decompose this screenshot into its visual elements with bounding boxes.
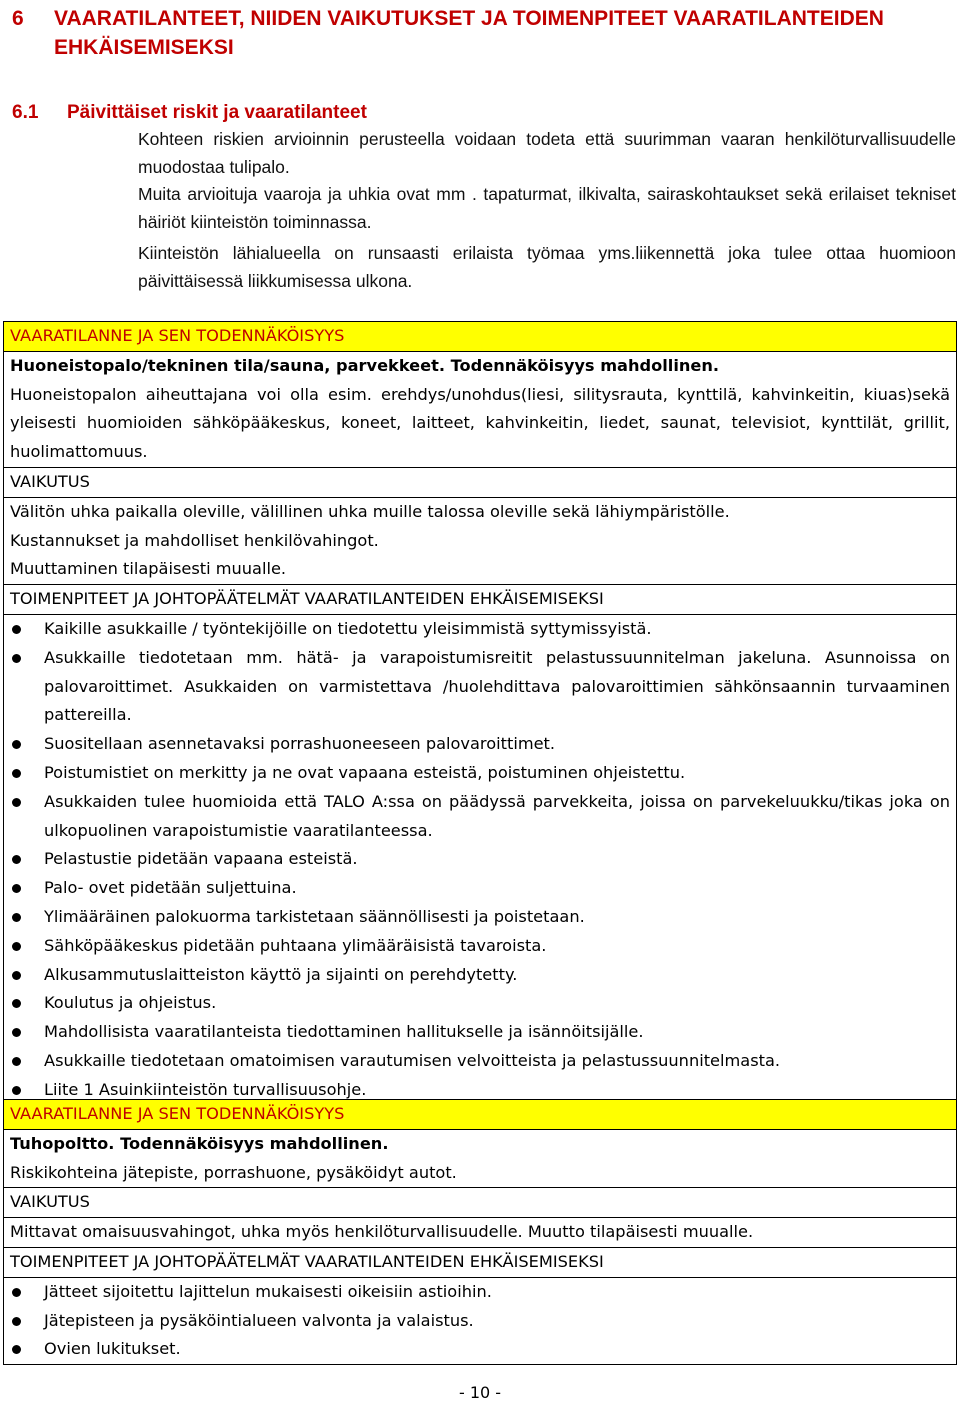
list-item: Asukkaille tiedotetaan mm. hätä- ja varapoistumisreitit pelastussuunnitelman jakeluna. Asunnoissa on palovaroittimet. Asukkaiden on varmistettava /huolehdittava palovaroittimien sähkönsaannin turvaaminen pattereilla. <box>10 644 950 730</box>
actions-header: TOIMENPITEET JA JOHTOPÄÄTELMÄT VAARATILANTEIDEN EHKÄISEMISEKSI <box>4 584 956 614</box>
list-item: Ovien lukitukset. <box>10 1335 950 1364</box>
bullet-icon <box>12 1345 21 1354</box>
bullet-icon <box>12 999 21 1008</box>
chapter-heading <box>12 4 956 62</box>
bullet-icon <box>12 942 21 951</box>
effect-header: VAIKUTUS <box>4 467 956 497</box>
chapter-title-line1: VAARATILANTEET, NIIDEN VAIKUTUKSET JA TOIMENPITEET VAARATILANTEIDEN <box>54 7 884 30</box>
effect-header: VAIKUTUS <box>4 1187 956 1217</box>
list-item: Palo- ovet pidetään suljettuina. <box>10 874 950 903</box>
risk-description: Huoneistopalon aiheuttajana voi olla esim. erehdys/unohdus(liesi, silitysrauta, kynttilä, kahvinkeitin, kiuas)sekä yleisesti huomioiden sähköpääkeskus, koneet, laitteet, kahvinkeitin, liedet, saunat, televisiot, kynttilät, grillit, huolimattomuus. <box>10 384 950 462</box>
bullet-icon <box>12 740 21 749</box>
risk-title: Tuhopoltto. Todennäköisyys mahdollinen. <box>4 1129 956 1159</box>
risk-table-arson <box>3 1099 957 1365</box>
bullet-icon <box>12 971 21 980</box>
bullet-icon <box>12 1288 21 1297</box>
actions-header: TOIMENPITEET JA JOHTOPÄÄTELMÄT VAARATILANTEIDEN EHKÄISEMISEKSI <box>4 1247 956 1277</box>
list-item: Mahdollisista vaaratilanteista tiedottaminen hallitukselle ja isännöitsijälle. <box>10 1018 950 1047</box>
bullet-icon <box>12 654 21 663</box>
bullet-icon <box>12 798 21 807</box>
risk-header: VAARATILANNE JA SEN TODENNÄKÖISYYS <box>4 1100 956 1129</box>
effect-line: Välitön uhka paikalla oleville, välillinen uhka muille talossa oleville sekä lähiympäristölle. <box>4 497 956 527</box>
bullet-icon <box>12 625 21 634</box>
bullet-icon <box>12 1317 21 1326</box>
list-item: Koulutus ja ohjeistus. <box>10 989 950 1018</box>
intro-paragraph-3: Kiinteistön lähialueella on runsaasti erilaista työmaa yms.liikennettä joka tulee ottaa huomioon päivittäisessä liikkumisessa ulkona. <box>138 243 956 291</box>
chapter-number: 6 <box>12 7 24 30</box>
list-item: Pelastustie pidetään vapaana esteistä. <box>10 845 950 874</box>
bullet-icon <box>12 855 21 864</box>
risk-title: Huoneistopalo/tekninen tila/sauna, parvekkeet. Todennäköisyys mahdollinen. <box>4 351 956 381</box>
actions-list <box>4 614 956 1105</box>
page-number: - 10 - <box>458 1383 502 1402</box>
bullet-icon <box>12 913 21 922</box>
list-item: Sähköpääkeskus pidetään puhtaana ylimääräisistä tavaroista. <box>10 932 950 961</box>
list-item: Liite 1 Asuinkiinteistön turvallisuusohje. <box>10 1076 950 1105</box>
chapter-title-line2: EHKÄISEMISEKSI <box>54 36 234 59</box>
list-item: Jätepisteen ja pysäköintialueen valvonta ja valaistus. <box>10 1307 950 1336</box>
bullet-icon <box>12 884 21 893</box>
list-item: Suositellaan asennetavaksi porrashuoneeseen palovaroittimet. <box>10 730 950 759</box>
section-title: Päivittäiset riskit ja vaaratilanteet <box>67 102 367 123</box>
list-item: Ylimääräinen palokuorma tarkistetaan säännöllisesti ja poistetaan. <box>10 903 950 932</box>
section-heading <box>12 102 367 124</box>
bullet-icon <box>12 1057 21 1066</box>
risk-header: VAARATILANNE JA SEN TODENNÄKÖISYYS <box>4 322 956 351</box>
list-item: Poistumistiet on merkitty ja ne ovat vapaana esteistä, poistuminen ohjeistettu. <box>10 759 950 788</box>
bullet-icon <box>12 1028 21 1037</box>
actions-list <box>4 1277 956 1364</box>
list-item: Jätteet sijoitettu lajittelun mukaisesti oikeisiin astioihin. <box>10 1278 950 1307</box>
bullet-icon <box>12 769 21 778</box>
list-item: Asukkaille tiedotetaan omatoimisen varautumisen velvoitteista ja pelastussuunnitelmasta. <box>10 1047 950 1076</box>
bullet-icon <box>12 1086 21 1095</box>
effect-text: Mittavat omaisuusvahingot, uhka myös henkilöturvallisuudelle. Muutto tilapäisesti muualle. <box>4 1217 956 1247</box>
effect-line: Muuttaminen tilapäisesti muualle. <box>10 559 287 579</box>
intro-paragraph-2: Muita arvioituja vaaroja ja uhkia ovat mm . tapaturmat, ilkivalta, sairaskohtaukset sekä erilaiset tekniset häiriöt kiinteistön toiminnassa. <box>138 184 956 232</box>
section-number: 6.1 <box>12 102 39 123</box>
effect-line: Kustannukset ja mahdolliset henkilövahingot. <box>10 530 379 550</box>
list-item: Kaikille asukkaille / työntekijöille on tiedotettu yleisimmistä syttymissyistä. <box>10 615 950 644</box>
intro-paragraph-1: Kohteen riskien arvioinnin perusteella voidaan todeta että suurimman vaaran henkilöturvallisuudelle muodostaa tulipalo. <box>138 129 956 177</box>
risk-description: Riskikohteina jätepiste, porrashuone, pysäköidyt autot. <box>10 1162 457 1182</box>
list-item: Asukkaiden tulee huomioida että TALO A:ssa on päädyssä parvekkeita, joissa on parvekeluukku/tikas joka on ulkopuolinen varapoistumistie vaaratilanteessa. <box>10 788 950 846</box>
list-item: Alkusammutuslaitteiston käyttö ja sijainti on perehdytetty. <box>10 961 950 990</box>
risk-table-fire <box>3 321 957 1106</box>
